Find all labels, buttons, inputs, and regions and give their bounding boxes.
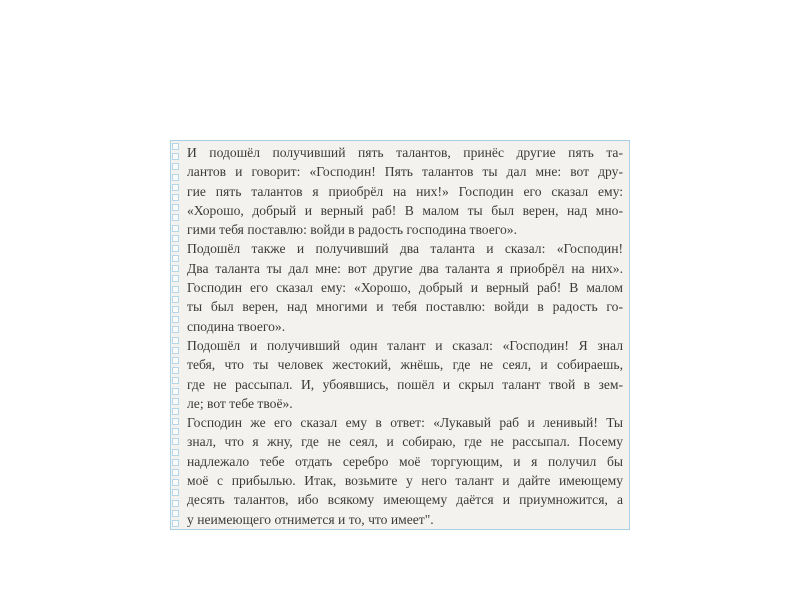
text-line: лантов и говорит: «Господин! Пять талантов ты дал мне: вот дру-: [187, 164, 623, 180]
text-line: «Хорошо, добрый и верный раб! В малом ты был верен, над мно-: [187, 202, 623, 218]
text-line: ты был верен, над многими и тебя поставлю: войди в радость го-: [187, 299, 623, 315]
decorative-square: [172, 174, 179, 181]
text-line: И подошёл получивший пять талантов, принёс другие пять та-: [187, 145, 623, 160]
decorative-square: [172, 347, 179, 354]
text-line: сподина твоего».: [187, 318, 286, 334]
decorative-square: [172, 184, 179, 191]
decorative-square: [172, 286, 179, 293]
decorative-square: [172, 326, 179, 333]
text-line: знал, что я жну, где не сеял, и собираю, где не рассыпал. Посему: [187, 434, 623, 450]
decorative-square: [172, 500, 179, 507]
decorative-square: [172, 235, 179, 242]
decorative-square: [172, 296, 179, 303]
decorative-square: [172, 510, 179, 517]
decorative-square: [172, 306, 179, 313]
decorative-square: [172, 275, 179, 282]
decorative-square: [172, 479, 179, 486]
text-line: моё с прибылью. Итак, возьмите у него талант и дайте имеющему: [187, 473, 623, 489]
text-line: Два таланта ты дал мне: вот другие два таланта я приобрёл на них».: [187, 260, 623, 276]
text-line: десять талантов, ибо всякому имеющему даётся и приумножится, а: [187, 492, 623, 508]
decorative-square: [172, 367, 179, 374]
decorative-square: [172, 459, 179, 466]
decorative-square: [172, 225, 179, 232]
decorative-square: [172, 489, 179, 496]
decorative-square: [172, 428, 179, 435]
decorative-square: [172, 388, 179, 395]
paragraph: [187, 336, 623, 413]
decorative-square: [172, 398, 179, 405]
text-line: надлежало тебе отдать серебро моё торгующим, и я получил бы: [187, 453, 623, 469]
text-line: гими тебя поставлю: войди в радость господина твоего».: [187, 222, 518, 238]
decorative-square: [172, 449, 179, 456]
decorative-square: [172, 204, 179, 211]
decorative-square: [172, 377, 179, 384]
text-line: гие пять талантов я приобрёл на них!» Господин его сказал ему:: [187, 183, 623, 199]
text-box: [170, 140, 630, 530]
decorative-square: [172, 520, 179, 527]
decorative-square: [172, 469, 179, 476]
decorative-square: [172, 214, 179, 221]
decorative-square: [172, 163, 179, 170]
text-line: Подошёл и получивший один талант и сказал: «Господин! Я знал: [187, 337, 623, 353]
decorative-square: [172, 438, 179, 445]
decorative-square: [172, 194, 179, 201]
decorative-square: [172, 255, 179, 262]
decorative-square: [172, 153, 179, 160]
text-line: Подошёл также и получивший два таланта и сказал: «Господин!: [187, 241, 623, 257]
decorative-square: [172, 143, 179, 150]
text-line: Господин его сказал ему: «Хорошо, добрый и верный раб! В малом: [187, 280, 623, 296]
decorative-square: [172, 418, 179, 425]
text-line: ле; вот тебе твоё».: [187, 395, 293, 411]
text-line: тебя, что ты человек жестокий, жнёшь, где не сеял, и собираешь,: [187, 357, 623, 373]
paragraph: [187, 413, 623, 529]
decorative-square: [172, 265, 179, 272]
text-line: где не рассыпал. И, убоявшись, пошёл и скрыл талант твой в зем-: [187, 376, 623, 392]
decorative-square: [172, 245, 179, 252]
decorative-square-strip: [172, 143, 182, 527]
text-line: Господин же его сказал ему в ответ: «Лукавый раб и ленивый! Ты: [187, 415, 623, 431]
paragraph: [187, 239, 623, 335]
text-column: [187, 143, 623, 529]
paragraph: [187, 143, 623, 239]
text-line: у неимеющего отнимется и то, что имеет".: [187, 511, 434, 527]
decorative-square: [172, 316, 179, 323]
decorative-square: [172, 337, 179, 344]
decorative-square: [172, 408, 179, 415]
decorative-square: [172, 357, 179, 364]
